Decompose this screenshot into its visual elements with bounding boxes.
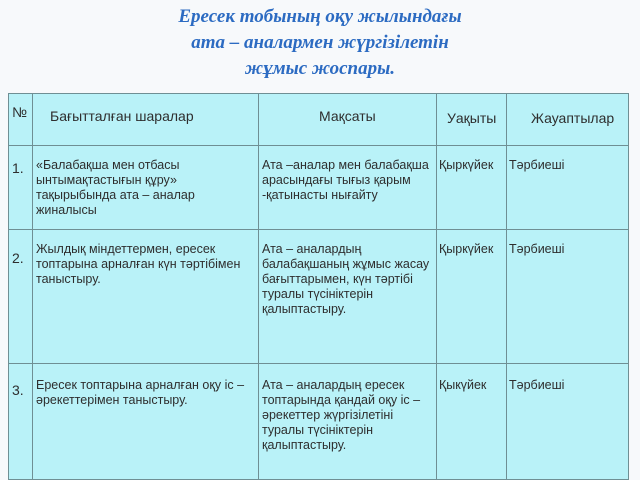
row-number: 1. [9,146,33,230]
row-responsible: Тәрбиеші [507,146,629,230]
row-goal: Ата –аналар мен балабақша арасындағы тығыз қарым -қатынасты нығайту [259,146,437,230]
header-goal: Мақсаты [259,94,437,146]
row-responsible: Тәрбиеші [507,230,629,364]
row-number: 2. [9,230,33,364]
work-plan-table [8,93,629,480]
table-row [9,364,629,480]
header-time: Уақыты [437,94,507,146]
row-time: Қыркүйек [437,230,507,364]
row-goal: Ата – аналардың балабақшаның жұмыс жасау бағыттарымен, күн тәртібі туралы түсініктерін қалыптастыру. [259,230,437,364]
row-time: Қыркүйек [437,146,507,230]
row-number: 3. [9,364,33,480]
row-goal: Ата – аналардың ересек топтарында қандай оқу іс – әрекеттер жүргізілетіні туралы түсініктерін қалыптастыру. [259,364,437,480]
header-events: Бағытталған шаралар [33,94,259,146]
title-line-2: ата – аналармен жүргізілетін [191,32,449,53]
title-line-1: Ересек тобының оқу жылындағы [178,6,462,27]
table-row [9,146,629,230]
table-row [9,230,629,364]
header-number: № [9,94,33,146]
row-event: Жылдық міндеттермен, ересек топтарына арналған күн тәртібімен таныстыру. [33,230,259,364]
row-event: Ересек топтарына арналған оқу іс – әрекеттерімен таныстыру. [33,364,259,480]
row-time: Қыкүйек [437,364,507,480]
document-title [0,4,640,82]
row-responsible: Тәрбиеші [507,364,629,480]
table-header-row [9,94,629,146]
header-responsible: Жауаптылар [507,94,629,146]
title-line-3: жұмыс жоспары. [244,58,396,79]
row-event: «Балабақша мен отбасы ынтымақтастығын құру» тақырыбында ата – аналар жиналысы [33,146,259,230]
